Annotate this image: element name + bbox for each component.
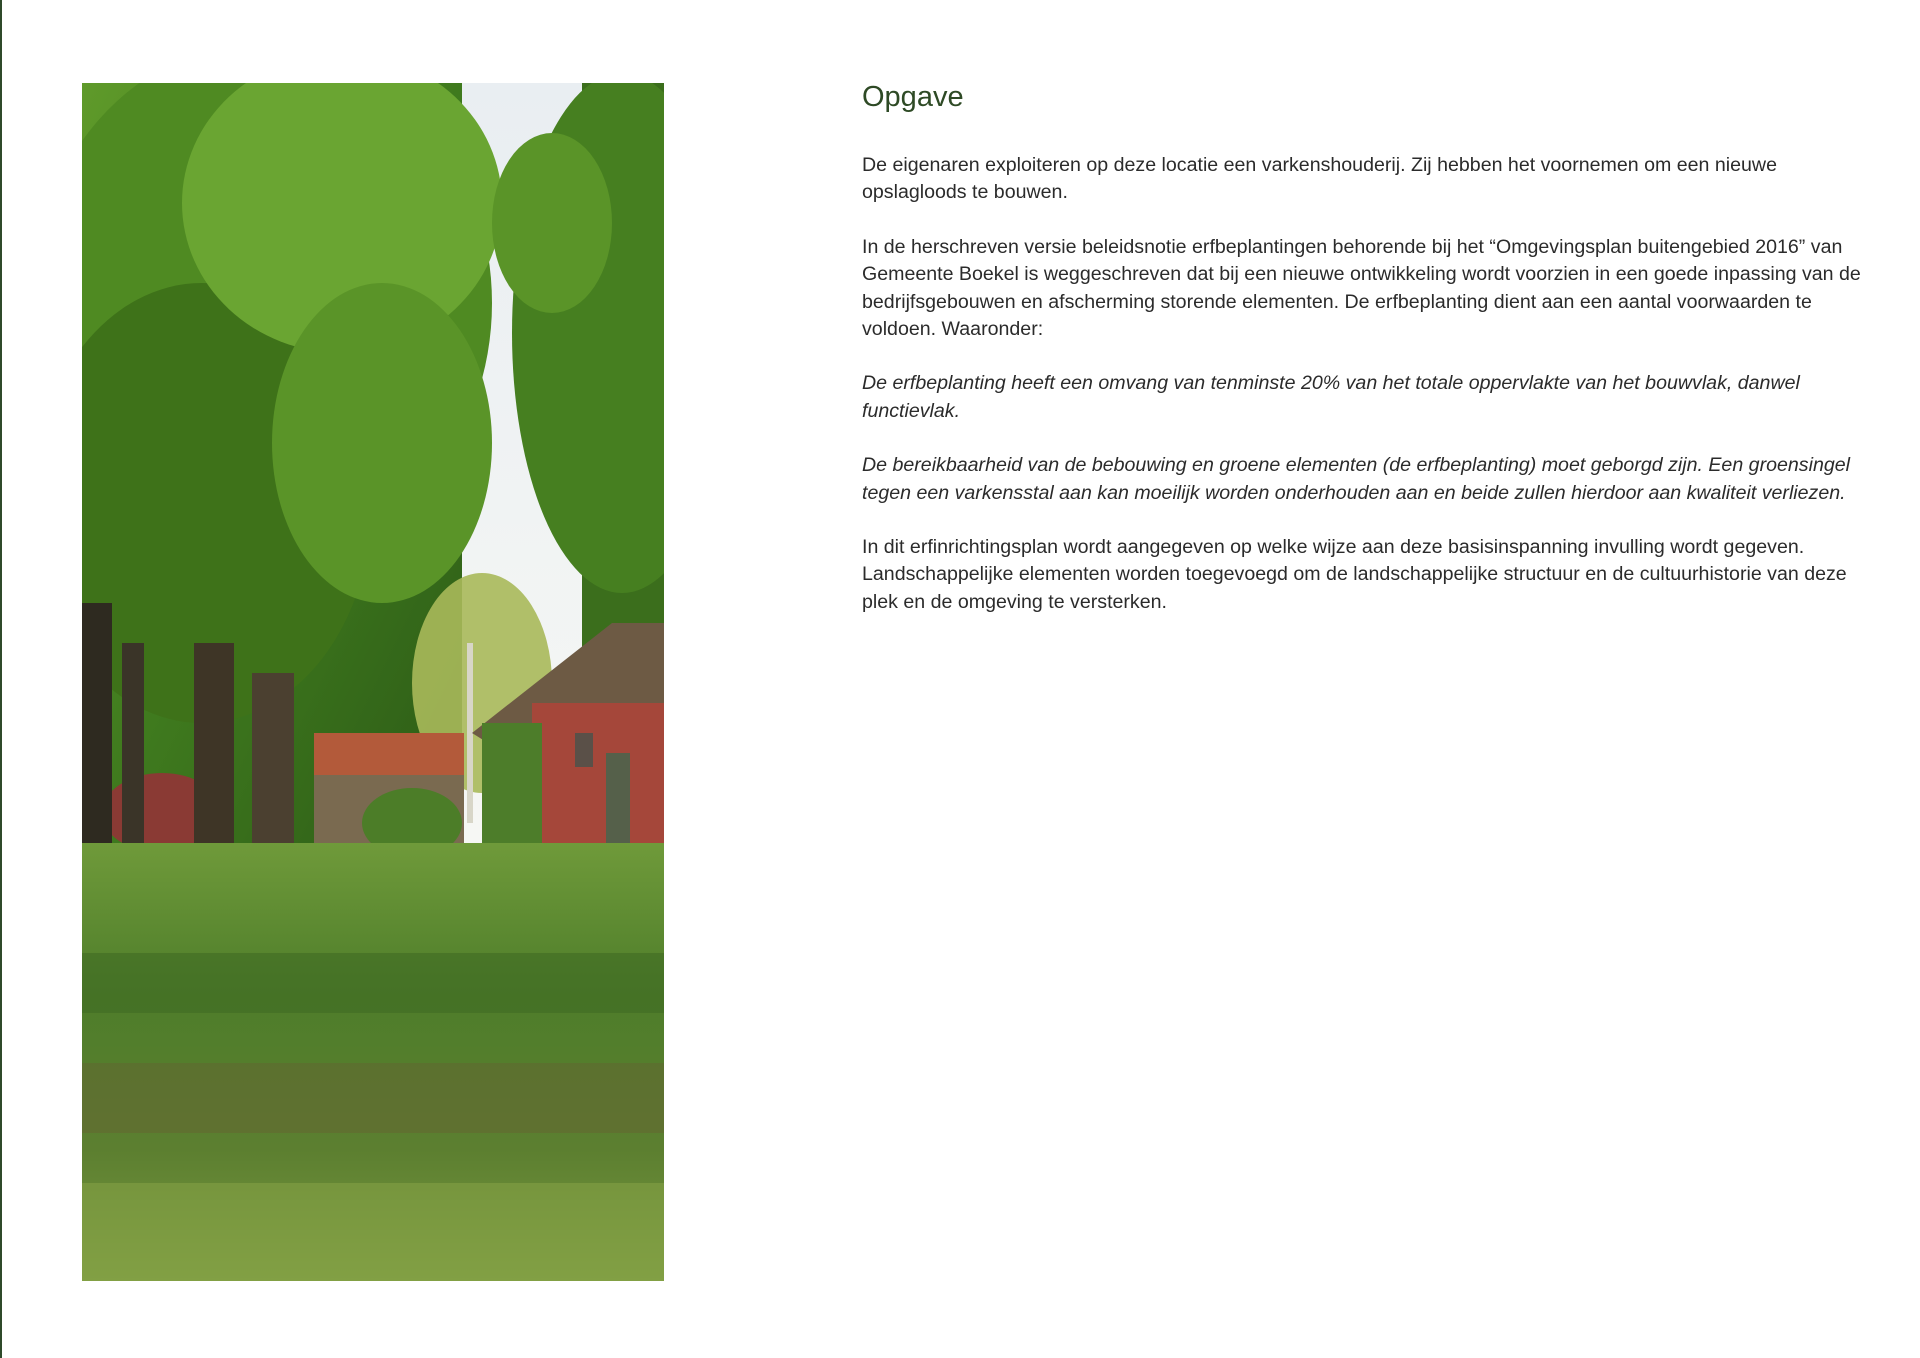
text-column bbox=[862, 80, 1862, 643]
landscape-photo-icon bbox=[82, 83, 664, 1281]
paragraph-requirement-area: De erfbeplanting heeft een omvang van tenminste 20% van het totale oppervlakte van het bouwvlak, danwel functievlak. bbox=[862, 372, 1800, 422]
section-heading: Opgave bbox=[862, 81, 964, 113]
paragraph-intro: De eigenaren exploiteren op deze locatie een varkenshouderij. Zij hebben het voornemen om een nieuwe opslagloods te bouwen. bbox=[862, 154, 1777, 204]
page-edge-rule bbox=[0, 0, 2, 1358]
paragraph-policy: In de herschreven versie beleidsnotie erfbeplantingen behorende bij het “Omgevingsplan buitengebied 2016” van Gemeente Boekel is weggeschreven dat bij een nieuwe ontwikkeling wordt voorzien in een goede inpassing van de bedrijfsgebouwen en afscherming storende elementen. De erfbeplanting dient aan een aantal voorwaarden te voldoen. Waaronder: bbox=[862, 235, 1861, 341]
paragraph-requirement-access: De bereikbaarheid van de bebouwing en groene elementen (de erfbeplanting) moet geborgd zijn. Een groensingel tegen een varkensstal aan kan moeilijk worden onderhouden aan en beide zullen hierdoor aan kwaliteit verliezen. bbox=[862, 454, 1850, 504]
paragraph-plan: In dit erfinrichtingsplan wordt aangegeven op welke wijze aan deze basisinspanning invulling wordt gegeven. Landschappelijke elementen worden toegevoegd om de landschappelijke structuur en de cultuurhistorie van deze plek en de omgeving te versterken. bbox=[862, 536, 1847, 613]
farm-landscape-photo bbox=[82, 83, 664, 1281]
